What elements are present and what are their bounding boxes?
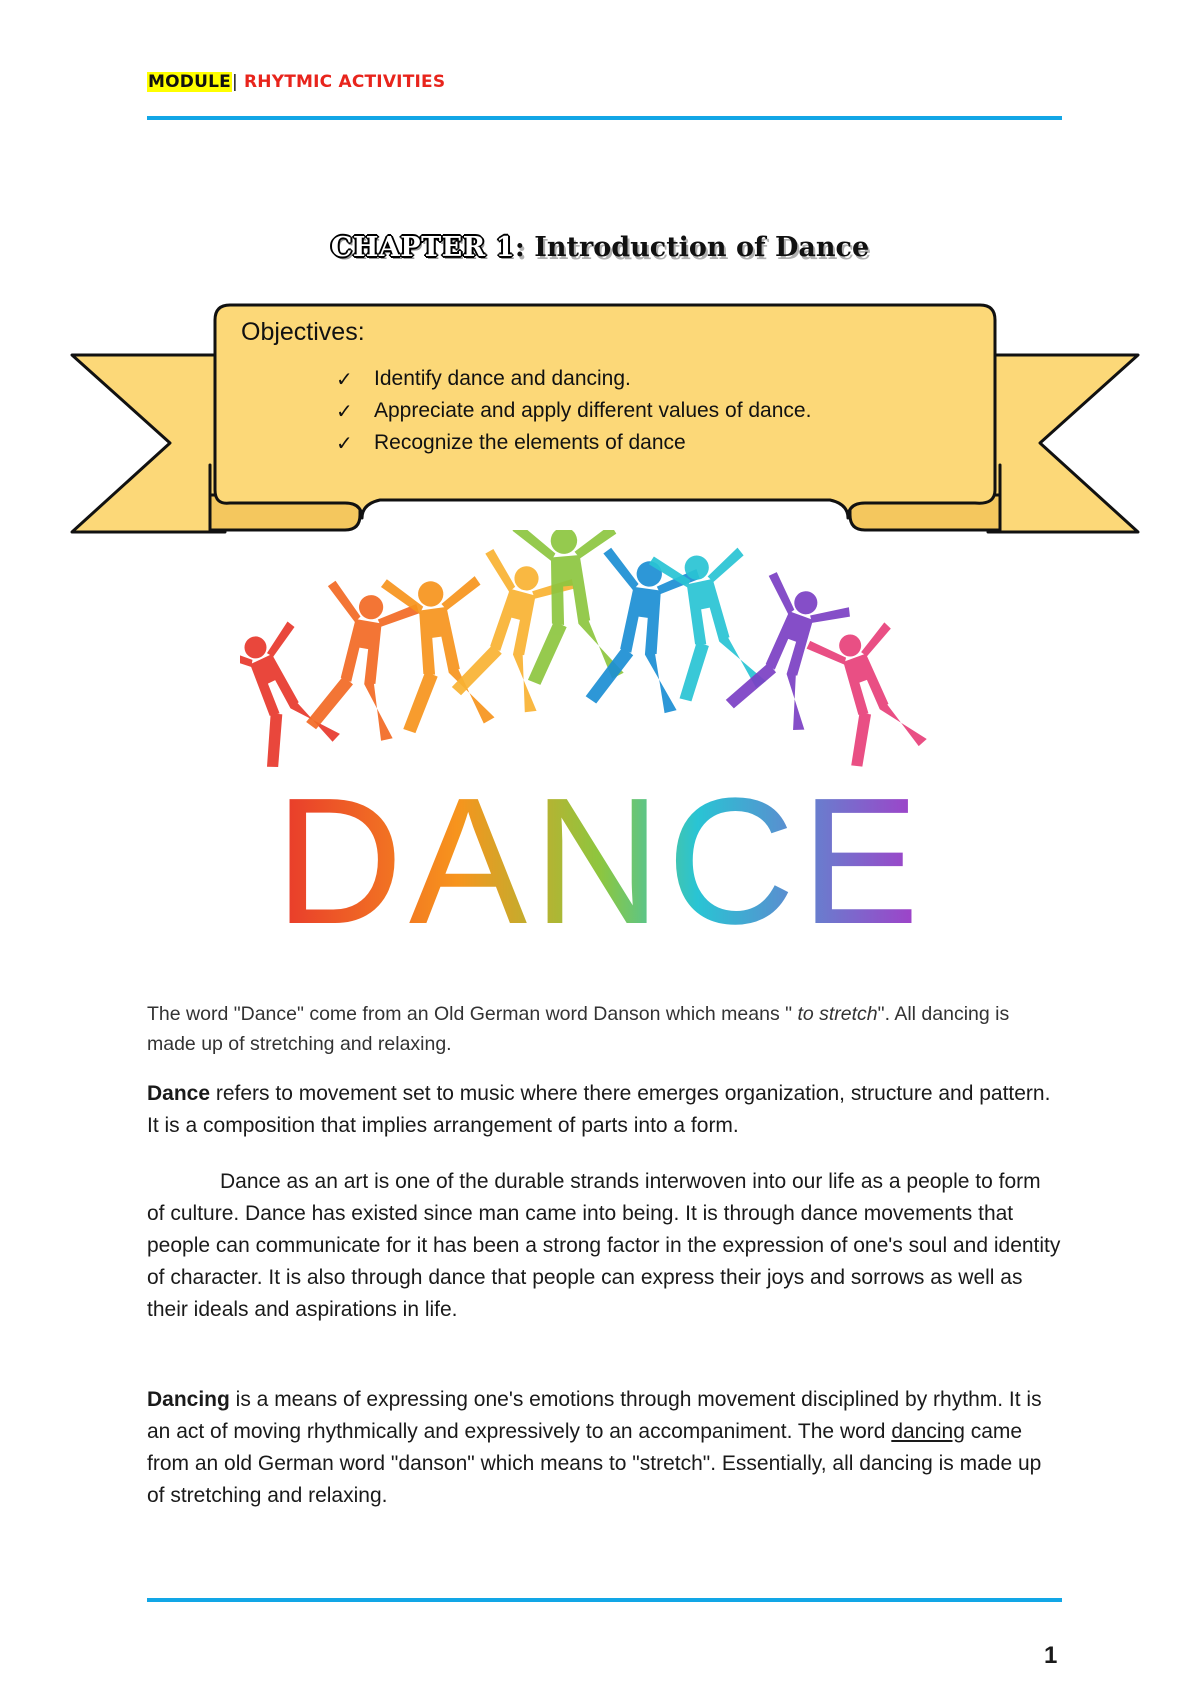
checkmark-icon: ✓ <box>336 431 353 455</box>
objective-item: ✓ Appreciate and apply different values of dance. <box>336 395 811 427</box>
dancer-silhouettes <box>240 530 932 772</box>
paragraph-dancing-definition: Dancing is a means of expressing one's emotions through movement disciplined by rhythm. It is an act of moving rhythmically and expressively to an accompaniment. The word dancing came from an old German word "danson" which means to "stretch". Essentially, all dancing is made up of stretching and relaxing. <box>147 1388 1042 1507</box>
header-separator: | <box>231 72 238 92</box>
checkmark-icon: ✓ <box>336 367 353 391</box>
footer-divider <box>147 1598 1062 1602</box>
chapter-number: CHAPTER 1 <box>330 232 515 263</box>
page-number: 1 <box>1044 1642 1058 1669</box>
dance-word: DANCE <box>275 761 925 940</box>
header-divider <box>147 116 1062 120</box>
paragraph-dance-art: Dance as an art is one of the durable strands interwoven into our life as a people to form of culture. Dance has existed since man came into being. It is through dance movements that people can communicate for it has been a strong factor in the expression of one's soul and identity of character. It is also through dance that people can express their joys and sorrows as well as their ideals and aspirations in life. <box>147 1170 1061 1321</box>
objective-item: ✓ Recognize the elements of dance <box>336 427 811 459</box>
objective-item: ✓ Identify dance and dancing. <box>336 363 811 395</box>
dancer-silhouette <box>240 613 345 773</box>
dancer-silhouette <box>303 580 422 744</box>
module-header <box>147 72 445 92</box>
objectives-list <box>336 363 811 459</box>
module-subject: RHYTMIC ACTIVITIES <box>244 72 446 92</box>
dancer-silhouette <box>722 570 856 735</box>
objectives-title: Objectives: <box>241 318 365 346</box>
paragraph-etymology: The word "Dance" come from an Old German word Danson which means " to stretch". All dancing is made up of stretching and relaxing. <box>147 1003 1010 1055</box>
chapter-heading: : Introduction of Dance <box>514 232 870 263</box>
dance-illustration <box>240 530 960 940</box>
checkmark-icon: ✓ <box>336 399 353 423</box>
module-label: MODULE <box>148 72 231 92</box>
chapter-title <box>0 232 1200 263</box>
paragraph-dance-definition: Dance refers to movement set to music where there emerges organization, structure and pattern. It is a composition that implies arrangement of parts into a form. <box>147 1082 1051 1137</box>
ribbon-left-tail <box>72 355 225 532</box>
ribbon-right-tail <box>988 355 1138 532</box>
dancer-silhouette <box>805 614 932 771</box>
dancer-silhouette <box>380 566 500 735</box>
